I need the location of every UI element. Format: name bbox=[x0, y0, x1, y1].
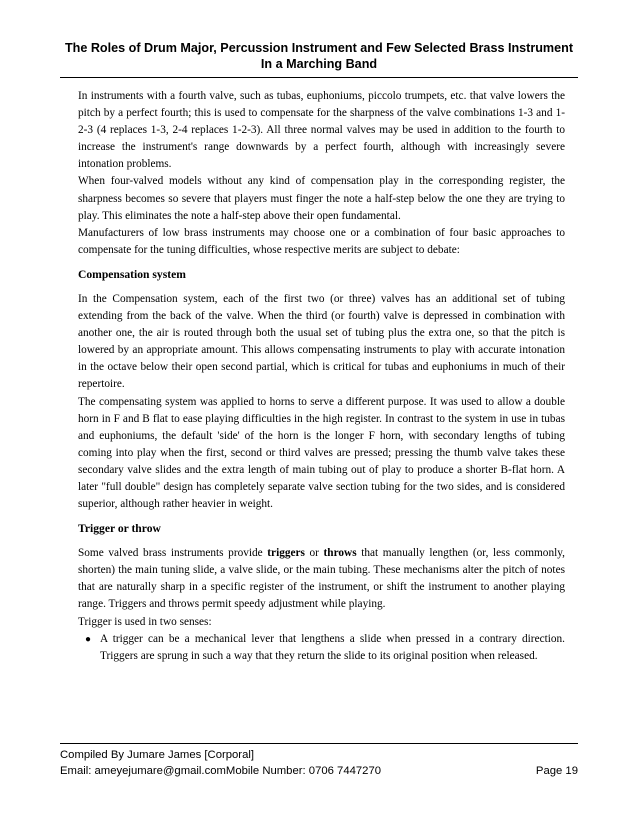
text-segment: that manually lengthen (or, less commonly, shorten) the main tuning slide, a valve slide, or the main tubing. These mechanisms alter the pitch of notes that are naturally sharp in a specific register of the instrument, or shift the instrument to another playing range. Triggers and throws permit speedy adjustment while playing. bbox=[78, 547, 565, 611]
paragraph-compensation: In the Compensation system, each of the first two (or three) valves has an additional set of tubing extending from the back of the valve. When the third (or fourth) valve is depressed in combination with another one, the air is routed through both the usual set of tubing plus the extra one, so that the pitch is lowered by an appropriate amount. This allows compensating instruments to play with accurate intonation in the octave below their open second partial, which is critical for tubas and euphoniums in much of their repertoire. bbox=[78, 292, 565, 391]
footer-row bbox=[60, 763, 578, 779]
header-title-line1: The Roles of Drum Major, Percussion Instrument and Few Selected Brass Instrument bbox=[64, 41, 574, 55]
paragraph-fourth-valve: In instruments with a fourth valve, such as tubas, euphoniums, piccolo trumpets, etc. that valve lowers the pitch by a perfect fourth; this is used to compensate for the sharpness of the valve combinations 1-3 and 1-2-3 (4 replaces 1-3, 2-4 replaces 1-2-3). All three normal valves may be used in addition to the fourth to increase the instrument's range downwards by a perfect fourth, although with increasingly severe intonation problems. bbox=[78, 90, 565, 171]
page-footer bbox=[60, 743, 578, 779]
paragraph-compensating-horns: The compensating system was applied to horns to serve a different purpose. It was used to allow a double horn in F and B flat to ease playing difficulties in the high register. In contrast to the system in use in tubas and euphoniums, the default 'side' of the horn is the longer F horn, with secondary lengths of tubing coming into play when the first, second or third valves are pressed; pressing the thumb valve takes these secondary valve slides and the extra length of main tubing out of play to produce a shorter B-flat horn. A later "full double" design has completely separate valve section tubing for the two sides, and is considered superior, although rather heavier in weight. bbox=[78, 395, 565, 511]
paragraph-four-valved-models: When four-valved models without any kind of compensation play in the corresponding register, the sharpness becomes so severe that players must finger the note a half-step below the one they are trying to play. This eliminates the note a half-step above their open fundamental. bbox=[78, 175, 565, 222]
paragraph-trigger-senses: Trigger is used in two senses: bbox=[78, 615, 212, 628]
footer-contact: Email: ameyejumare@gmail.comMobile Number: 0706 7447270 bbox=[60, 765, 382, 777]
bullet-list bbox=[78, 631, 565, 665]
heading-trigger-or-throw: Trigger or throw bbox=[78, 522, 161, 536]
paragraph-manufacturers: Manufacturers of low brass instruments may choose one or a combination of four basic approaches to compensate for the tuning difficulties, whose respective merits are subject to debate: bbox=[78, 226, 565, 256]
page-header bbox=[60, 40, 578, 78]
page-number: Page 19 bbox=[535, 765, 578, 777]
bullet-icon: ● bbox=[85, 633, 92, 645]
header-title-line2: In a Marching Band bbox=[260, 57, 378, 71]
term-triggers: triggers bbox=[267, 547, 305, 560]
text-segment: or bbox=[304, 547, 324, 560]
page-body bbox=[78, 88, 565, 665]
text-segment: Some valved brass instruments provide bbox=[78, 547, 268, 560]
heading-compensation-system: Compensation system bbox=[78, 267, 186, 281]
footer-compiled-by: Compiled By Jumare James [Corporal] bbox=[60, 749, 254, 761]
term-throws: throws bbox=[323, 547, 357, 560]
list-item-text: A trigger can be a mechanical lever that lengthens a slide when pressed in a contrary direction. Triggers are sprung in such a way that they return the slide to its original position when released. bbox=[100, 632, 565, 662]
list-item bbox=[85, 631, 565, 665]
paragraph-triggers-throws bbox=[78, 545, 565, 613]
